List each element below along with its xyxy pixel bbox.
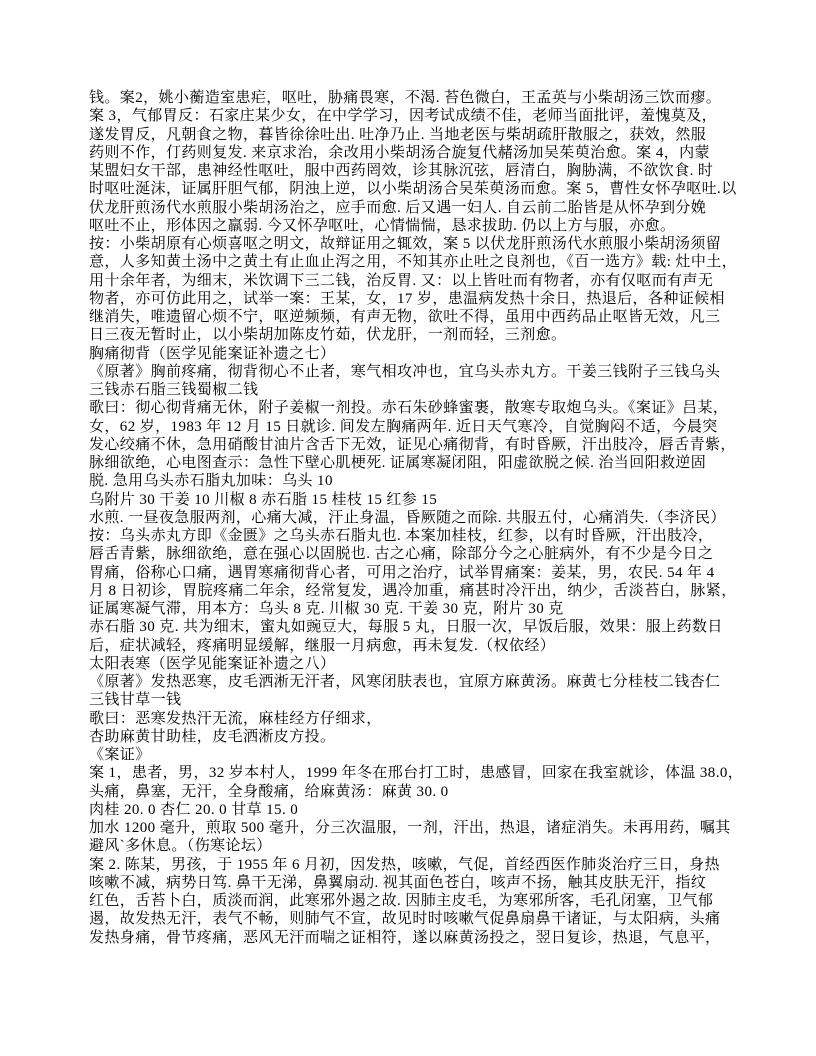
- text-line: 脱. 急用乌头赤石脂丸加味：乌头 10: [89, 473, 333, 490]
- text-line: 胸痛彻背（医学见能案证补遗之七）: [89, 345, 336, 362]
- text-line: 歌曰：恶寒发热汗无流，麻桂经方仔细求，: [89, 710, 382, 727]
- text-line: 日三夜无暂时止，以小柴胡加陈皮竹茹，伏龙肝，一剂而轻，三剂愈。: [89, 327, 567, 344]
- text-line: 时呕吐涎沫，证属肝胆气郁，阴浊上逆，以小柴胡汤合吴茱萸汤而愈。案 5，曹性女怀孕呕吐.以: [89, 181, 737, 198]
- text-line: 案 2. 陈某，男孩，于 1955 年 6 月初，因发热，咳嗽，气促，首经西医作肺炎治疗三日，身热: [89, 856, 720, 873]
- text-line: 遏，故发热无汗，表气不畅，则肺气不宣，故见时时咳嗽气促鼻扇鼻干诸证，与太阳病，头痛: [89, 911, 721, 928]
- text-line: 意，人多知黄土汤中之黄土有止血止泻之用，不知其亦止吐之良剂也，《百一选方》载: 灶中土，: [89, 254, 738, 271]
- text-line: 按：乌头赤丸方即《金匮》之乌头赤石脂丸也. 本案加桂枝，红参，以有时昏厥，汗出肢冷，: [89, 528, 714, 544]
- text-line: 《原著》胸前疼痛，彻背彻心不止者，寒气相攻冲也，宜乌头赤丸方。干姜三钱附子三钱乌头: [89, 363, 721, 380]
- text-line: 太阳表寒（医学见能案证补遗之八）: [89, 655, 336, 672]
- text-line: 发心绞痛不休，急用硝酸甘油片含舌下无效，证见心痛彻背，有时昏厥，汗出肢冷，唇舌青紫，: [89, 436, 736, 453]
- text-line: 胃痛，俗称心口痛，遇胃寒痛彻背心者，可用之治疗，试举胃痛案：姜某，男，农民. 54 年 4: [89, 564, 715, 581]
- text-line: 药则不作，仃药则复发. 来京求治，余改用小柴胡汤合旋复代赭汤加吴茱萸治愈。案 4，内蒙: [89, 144, 710, 161]
- text-line: 三钱甘草一钱: [89, 692, 182, 709]
- text-line: 《案证》: [89, 747, 151, 763]
- text-line: 伏龙肝煎汤代水煎服小柴胡汤治之，应手而愈. 后又遇一妇人. 自云前二胎皆是从怀孕到分娩: [89, 199, 707, 216]
- text-line: 继消失，唯遗留心烦不宁，呕逆频频，有声无物，欲吐不得，虽用中西药品止呕皆无效，凡三: [89, 309, 721, 325]
- text-line: 按：小柴胡原有心烦喜呕之明文，故辩证用之辄效，案 5 以伏龙肝煎汤代水煎服小柴胡汤须留: [89, 236, 722, 252]
- text-line: 三钱赤石脂三钱蜀椒二钱: [89, 382, 259, 398]
- text-line: 脉细欲绝，心电图查示：急性下壁心肌梗死. 证属寒凝闭阻，阳虚欲脱之候. 治当回阳救逆固: [89, 455, 707, 471]
- text-line: 遂发胃反，凡朝食之物，暮皆徐徐吐出. 吐净乃止. 当地老医与柴胡疏肝散服之，获效，然服: [89, 126, 707, 143]
- text-line: 月 8 日初诊，胃脘疼痛二年余，经常复发，遇冷加重，痛甚时冷汗出，纳少，舌淡苔白，脉紧，: [89, 582, 737, 599]
- text-line: 发热身痛，骨节疼痛，恶风无汗而喘之证相符，遂以麻黄汤投之，翌日复诊，热退，气息平，: [89, 929, 721, 946]
- text-line: 证属寒凝气滞，用本方：乌头 8 克. 川椒 30 克. 干姜 30 克，附片 30 克: [89, 601, 564, 617]
- text-line: 避风`多休息。（伤寒论坛）: [89, 838, 272, 855]
- text-line: 女，62 岁，1983 年 12 月 15 日就诊. 间发左胸痛两年. 近日天气寒冷，自觉胸闷不适，今晨突: [89, 418, 718, 435]
- text-line: 头痛，鼻塞，无汗，全身酸痛，给麻黄汤：麻黄 30. 0: [89, 783, 449, 800]
- text-line: 杏助麻黄甘助桂，皮毛洒淅皮方投。: [89, 728, 336, 745]
- text-line: 乌附片 30 干姜 10 川椒 8 赤石脂 15 桂枝 15 红参 15: [89, 491, 438, 508]
- text-line: 后，症状减轻，疼痛明显缓解，继服一月病愈，再未复发.（权依经）: [89, 637, 556, 654]
- text-line: 《原著》发热恶寒，皮毛洒淅无汗者，风寒闭肤表也，宜原方麻黄汤。麻黄七分桂枝二钱杏仁: [89, 674, 721, 690]
- text-line: 肉桂 20. 0 杏仁 20. 0 甘草 15. 0: [89, 801, 299, 818]
- text-line: 呕吐不止，形体因之羸弱. 今又怀孕呕吐，心情惴惴，恳求拔助. 仍以上方与服，亦愈。: [89, 217, 676, 234]
- text-line: 加水 1200 毫升，煎取 500 毫升，分三次温服，一剂，汗出，热退，诸症消失。未再用药，嘱其: [89, 820, 731, 836]
- text-line: 歌曰：彻心彻背痛无休，附子姜椒一剂投。赤石朱砂蜂蜜裹，散寒专取炮乌头。《案证》吕某，: [89, 400, 729, 417]
- text-line: 某盟妇女干部，患神经性呕吐，服中西药罔效，诊其脉沉弦，唇清白，胸胁满，不欲饮食. 时: [89, 163, 714, 179]
- document-text: [89, 89, 744, 947]
- text-line: 红色，舌苔卜白，质淡而润，此寒邪外遏之故. 因肺主皮毛，为寒邪所客，毛孔闭塞，卫气郁: [89, 893, 714, 909]
- text-line: 咳嗽不减，病势日笃. 鼻干无涕，鼻翼扇动. 视其面色苍白，咳声不扬，触其皮肤无汗，指纹: [89, 874, 707, 891]
- text-line: 用十余年者，为细末，米饮调下三二钱，治反胃. 又：以上皆吐而有物者，亦有仅呕而有声无: [89, 272, 714, 289]
- text-line: 案 1，患者，男，32 岁本村人，1999 年冬在邢台打工时，患感冒，回家在我室就诊，体温 38.0，: [89, 765, 744, 782]
- text-line: 钱。案2，姚小蘅造室患疟，呕吐，胁痛畏寒，不渴. 苔色微白，王孟英与小柴胡汤三饮而瘳。: [89, 90, 722, 106]
- text-line: 案 3，气郁胃反：石家庄某少女，在中学学习，因考试成绩不佳，老师当面批评，羞愧莫及，: [89, 108, 718, 125]
- text-line: 水煎. 一昼夜急服两剂，心痛大减，汗止身温，昏厥随之而除. 共服五付，心痛消失.（李济民）: [89, 509, 726, 526]
- text-line: 物者，亦可仿此用之，试举一案：王某，女，17 岁，患温病发热十余日，热退后，各种证候相: [89, 290, 725, 307]
- text-line: 唇舌青紫，脉细欲绝，意在强心以固脱也. 古之心痛，除部分今之心脏病外，有不少是今日之: [89, 546, 714, 563]
- text-line: 赤石脂 30 克. 共为细末，蜜丸如豌豆大，每服 5 丸，日服一次，早饭后服，效果：服上药数日: [89, 619, 723, 636]
